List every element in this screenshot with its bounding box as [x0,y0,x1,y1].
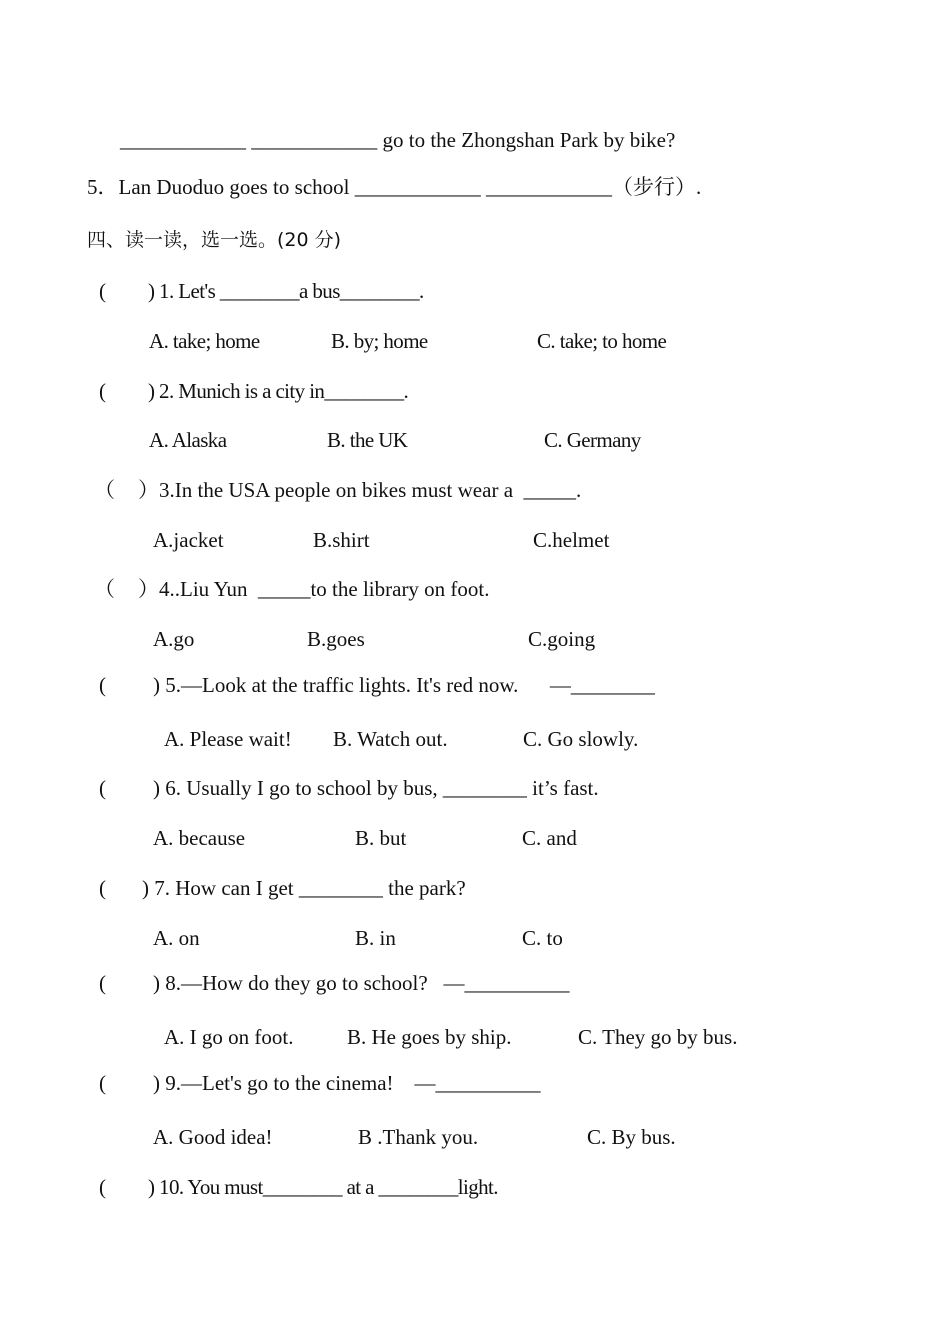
answer-paren-open: ( [99,279,106,303]
option-a: A. I go on foot. [164,1025,294,1049]
option-a: A.jacket [153,528,224,552]
option-c: C. They go by bus. [578,1025,738,1049]
option-a: A. Please wait! [164,727,292,751]
option-c: C. and [522,826,577,850]
section-heading: 四、读一读，选一选。(20 分) [87,229,342,251]
answer-paren-open: ( [99,1071,106,1095]
option-b: B. by; home [331,329,428,353]
option-b: B. the UK [327,428,408,452]
answer-paren-open: ( [99,776,106,800]
option-c: C.helmet [533,528,610,552]
question-stem: ）4..Liu Yun _____to the library on foot. [138,577,490,601]
option-b: B.goes [307,627,365,651]
question-stem: ) 8.—How do they go to school? —__________ [153,971,570,995]
option-a: A. on [153,926,200,950]
option-c: C. Germany [544,428,641,452]
option-a: A. because [153,826,246,850]
option-b: B. He goes by ship. [347,1025,512,1049]
option-c: C. By bus. [587,1125,676,1149]
question-stem: ) 10. You must________ at a ________light. [148,1175,498,1199]
fill-line-5: 5．Lan Duoduo goes to school ____________ ____________（步行）. [87,175,702,199]
option-a: A. Good idea! [153,1125,273,1149]
answer-paren-open: （ [94,577,115,601]
fill-line-4-continued: ____________ ____________ go to the Zhongshan Park by bike? [120,128,676,152]
option-c: C. Go slowly. [523,727,639,751]
option-b: B.shirt [313,528,370,552]
answer-paren-open: ( [99,673,106,697]
question-stem: ) 9.—Let's go to the cinema! —__________ [153,1071,541,1095]
option-b: B. but [355,826,407,850]
question-stem: ) 5.—Look at the traffic lights. It's red now. —________ [153,673,655,697]
question-stem: ) 7. How can I get ________ the park? [142,876,466,900]
question-stem: ) 2. Munich is a city in________. [148,379,409,403]
option-c: C.going [528,627,596,651]
answer-paren-open: ( [99,876,106,900]
question-stem: ) 1. Let's ________a bus________. [148,279,424,303]
option-a: A. Alaska [149,428,227,452]
option-a: A.go [153,627,195,651]
option-c: C. take; to home [537,329,667,353]
answer-paren-open: ( [99,379,106,403]
question-stem: ) 6. Usually I go to school by bus, ________ it’s fast. [153,776,599,800]
answer-paren-open: （ [94,478,115,502]
question-stem: ）3.In the USA people on bikes must wear a _____. [138,478,582,502]
option-b: B .Thank you. [358,1125,479,1149]
option-b: B. Watch out. [333,727,448,751]
option-b: B. in [355,926,396,950]
answer-paren-open: ( [99,971,106,995]
answer-paren-open: ( [99,1175,106,1199]
option-c: C. to [522,926,563,950]
option-a: A. take; home [149,329,260,353]
